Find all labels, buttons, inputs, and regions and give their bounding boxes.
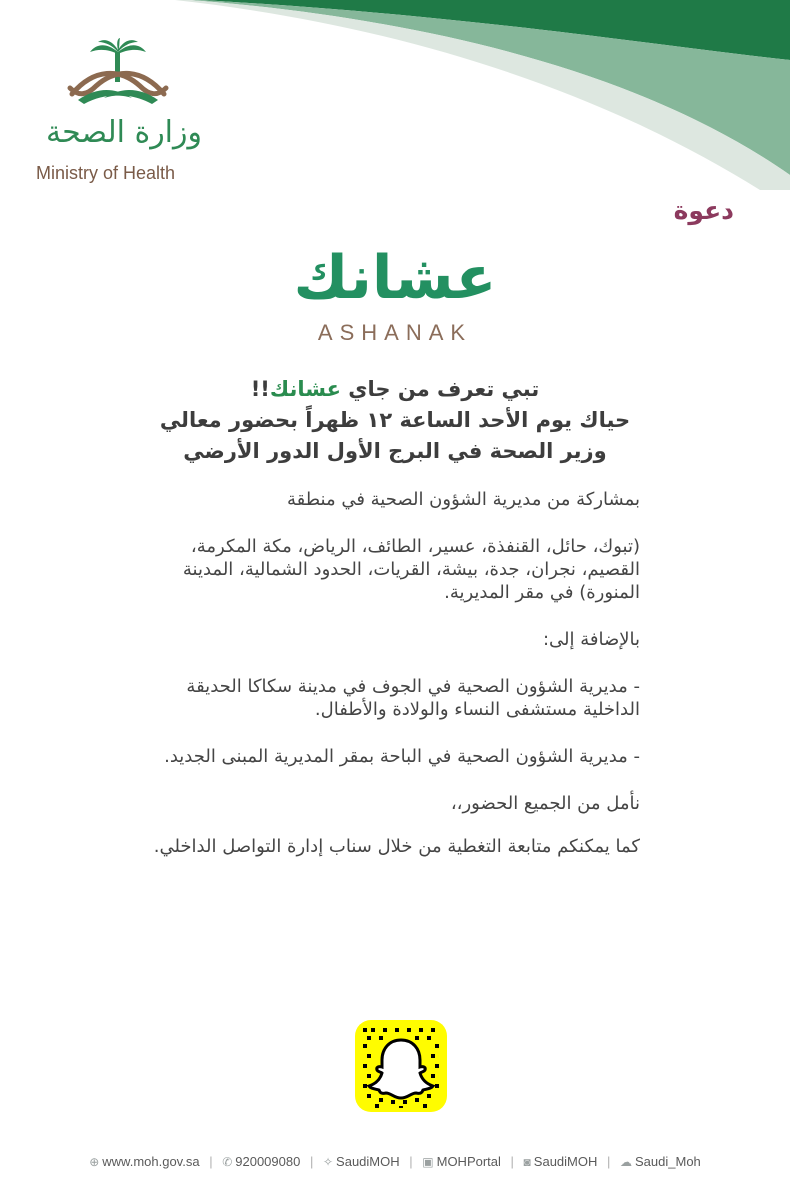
headline (120, 374, 670, 467)
footer-twitter-text: SaudiMOH (336, 1154, 400, 1169)
footer-youtube[interactable] (422, 1154, 501, 1169)
headline-line-2: حياك يوم الأحد الساعة ١٢ ظهراً بحضور معالي (159, 408, 631, 432)
brand-english: ASHANAK (317, 320, 473, 345)
palm-swords-emblem-icon (58, 38, 178, 108)
logo-arabic-text: وزارة الصحة (46, 115, 202, 150)
instagram-icon: ◙ (523, 1155, 531, 1169)
footer-divider: | (510, 1154, 514, 1169)
logo-english-text: Ministry of Health (36, 163, 176, 183)
snapcode[interactable] (355, 1020, 447, 1112)
footer-divider: | (209, 1154, 213, 1169)
snapchat-ghost-icon (355, 1020, 447, 1112)
ministry-logo (30, 38, 210, 188)
footer-divider: | (607, 1154, 611, 1169)
footer-divider: | (409, 1154, 413, 1169)
brand-arabic: عشانك (293, 243, 497, 313)
body-paragraph-snap: كما يمكنكم متابعة التغطية من خلال سناب إدارة التواصل الداخلي. (153, 836, 640, 857)
body-paragraph-regions: (تبوك، حائل، القنفذة، عسير، الطائف، الرياض، مكة المكرمة، القصيم، نجران، جدة، بيشة، القريات، الحدود الشمالية، المدينة المنورة) في مقر المديرية. (182, 536, 640, 603)
body-paragraph-in-addition: بالإضافة إلى: (542, 629, 640, 650)
footer-phone[interactable] (222, 1154, 300, 1169)
footer-instagram-text: SaudiMOH (533, 1154, 598, 1169)
footer-divider: | (309, 1154, 314, 1169)
headline-line-3: وزير الصحة في البرج الأول الدور الأرضي (183, 439, 607, 463)
ashanak-brand (0, 238, 790, 346)
footer-phone-text: 920009080 (235, 1154, 301, 1169)
body-paragraph-participation: بمشاركة من مديرية الشؤون الصحية في منطقة (287, 489, 640, 510)
headline-highlight: عشانك (269, 377, 341, 401)
invitation-label: دعوة (673, 196, 734, 225)
footer-website-text: www.moh.gov.sa (102, 1154, 200, 1169)
headline-line-1-suffix: !! (250, 377, 270, 401)
headline-line-1-prefix: تبي تعرف من جاي (340, 377, 540, 401)
footer-youtube-text: MOHPortal (436, 1154, 501, 1169)
footer-snapchat[interactable] (620, 1154, 701, 1169)
invitation-body (150, 488, 640, 882)
phone-icon: ✆ (222, 1155, 233, 1169)
body-paragraph-jouf: - مديرية الشؤون الصحية في الجوف في مدينة سكاكا الحديقة الداخلية مستشفى النساء والولادة والأطفال. (186, 676, 640, 720)
body-paragraph-attendance: نأمل من الجميع الحضور،، (450, 793, 640, 814)
footer-instagram[interactable] (524, 1154, 598, 1169)
snapchat-icon: ☁ (620, 1155, 633, 1169)
youtube-icon: ▣ (422, 1155, 434, 1169)
footer-snapchat-text: Saudi_Moh (635, 1154, 701, 1169)
globe-icon: ⊕ (89, 1155, 100, 1169)
body-paragraph-baha: - مديرية الشؤون الصحية في الباحة بمقر المديرية المبنى الجديد. (164, 746, 640, 767)
footer-website[interactable] (89, 1154, 199, 1169)
footer-twitter[interactable] (323, 1154, 400, 1169)
contact-footer (0, 1154, 790, 1169)
headline-line-1 (120, 374, 670, 405)
twitter-icon: ✧ (322, 1155, 334, 1169)
